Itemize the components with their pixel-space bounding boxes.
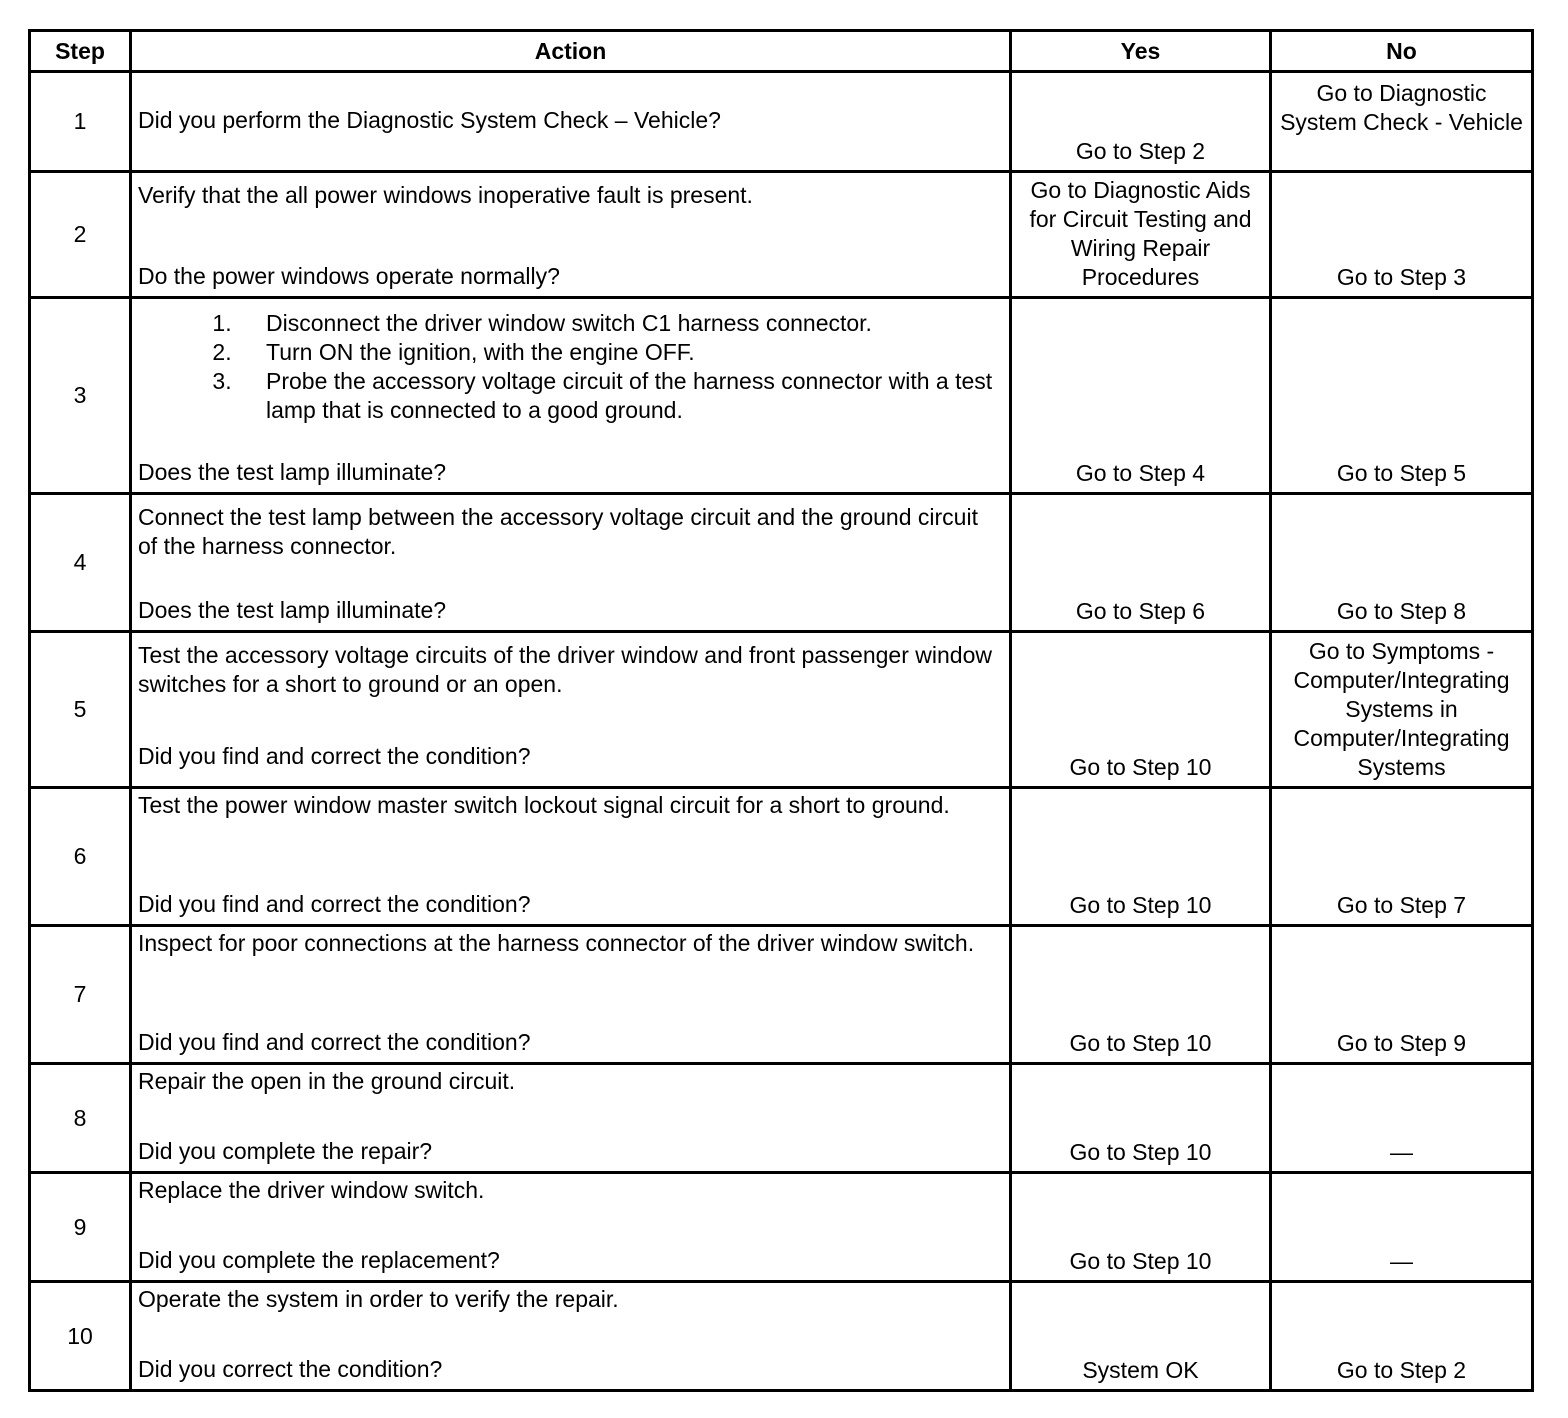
action-question: Did you correct the condition? — [138, 1356, 443, 1382]
no-cell: — — [1271, 1173, 1533, 1282]
diagnostic-table-container — [28, 29, 1534, 1392]
no-cell: Go to Step 8 — [1271, 494, 1533, 632]
step-number: 7 — [30, 926, 131, 1064]
yes-cell: Go to Step 10 — [1011, 926, 1271, 1064]
no-cell: Go to Step 9 — [1271, 926, 1533, 1064]
action-cell — [131, 1064, 1011, 1173]
yes-cell: Go to Step 10 — [1011, 1173, 1271, 1282]
diagnostic-table — [28, 29, 1534, 1392]
action-text: Test the power window master switch lockout signal circuit for a short to ground. — [138, 792, 950, 818]
table-row — [30, 172, 1533, 298]
action-text: Test the accessory voltage circuits of the driver window and front passenger window switches for a short to ground or an open. — [138, 642, 992, 697]
table-row — [30, 926, 1533, 1064]
yes-cell: Go to Diagnostic Aids for Circuit Testing and Wiring Repair Procedures — [1011, 172, 1271, 298]
header-step: Step — [30, 31, 131, 72]
step-number: 10 — [30, 1282, 131, 1391]
action-cell — [131, 632, 1011, 788]
table-row — [30, 1064, 1533, 1173]
header-action: Action — [131, 31, 1011, 72]
step-number: 4 — [30, 494, 131, 632]
no-cell: — — [1271, 1064, 1533, 1173]
action-text: Verify that the all power windows inoperative fault is present. — [138, 182, 753, 208]
action-text: Operate the system in order to verify the repair. — [138, 1286, 619, 1312]
action-cell — [131, 1282, 1011, 1391]
no-cell: Go to Step 3 — [1271, 172, 1533, 298]
list-item: 3. Probe the accessory voltage circuit of the harness connector with a test lamp that is connected to a good ground. — [238, 367, 1003, 425]
action-question: Does the test lamp illuminate? — [138, 597, 447, 623]
step-number: 6 — [30, 788, 131, 926]
step-number: 1 — [30, 72, 131, 172]
procedure-list — [138, 309, 1003, 425]
action-question: Does the test lamp illuminate? — [138, 459, 447, 485]
yes-cell: Go to Step 6 — [1011, 494, 1271, 632]
action-question: Did you find and correct the condition? — [138, 743, 531, 769]
no-cell: Go to Step 7 — [1271, 788, 1533, 926]
action-cell — [131, 298, 1011, 494]
action-cell — [131, 1173, 1011, 1282]
action-question: Did you find and correct the condition? — [138, 1029, 531, 1055]
action-cell — [131, 72, 1011, 172]
no-cell: Go to Step 2 — [1271, 1282, 1533, 1391]
table-row — [30, 72, 1533, 172]
action-question: Did you complete the replacement? — [138, 1247, 500, 1273]
action-question: Do the power windows operate normally? — [138, 263, 560, 289]
no-cell: Go to Diagnostic System Check - Vehicle — [1271, 72, 1533, 172]
list-item: 1. Disconnect the driver window switch C1 harness connector. — [238, 309, 1003, 338]
action-text: Inspect for poor connections at the harness connector of the driver window switch. — [138, 930, 975, 956]
table-row — [30, 632, 1533, 788]
no-cell: Go to Symptoms - Computer/Integrating Systems in Computer/Integrating Systems — [1271, 632, 1533, 788]
yes-cell: System OK — [1011, 1282, 1271, 1391]
action-text: Replace the driver window switch. — [138, 1177, 485, 1203]
table-row — [30, 298, 1533, 494]
list-item: 2. Turn ON the ignition, with the engine OFF. — [238, 338, 1003, 367]
table-row — [30, 494, 1533, 632]
action-question: Did you complete the repair? — [138, 1138, 433, 1164]
action-cell — [131, 926, 1011, 1064]
action-text: Repair the open in the ground circuit. — [138, 1068, 516, 1094]
action-cell — [131, 788, 1011, 926]
header-row — [30, 31, 1533, 72]
header-yes: Yes — [1011, 31, 1271, 72]
table-row — [30, 1173, 1533, 1282]
action-question: Did you perform the Diagnostic System Check – Vehicle? — [138, 107, 721, 133]
action-cell — [131, 494, 1011, 632]
action-question: Did you find and correct the condition? — [138, 891, 531, 917]
step-number: 3 — [30, 298, 131, 494]
header-no: No — [1271, 31, 1533, 72]
step-number: 5 — [30, 632, 131, 788]
yes-cell: Go to Step 10 — [1011, 632, 1271, 788]
yes-cell: Go to Step 4 — [1011, 298, 1271, 494]
table-row — [30, 788, 1533, 926]
table-row — [30, 1282, 1533, 1391]
action-cell — [131, 172, 1011, 298]
yes-cell: Go to Step 2 — [1011, 72, 1271, 172]
yes-cell: Go to Step 10 — [1011, 788, 1271, 926]
step-number: 8 — [30, 1064, 131, 1173]
yes-cell: Go to Step 10 — [1011, 1064, 1271, 1173]
step-number: 9 — [30, 1173, 131, 1282]
no-cell: Go to Step 5 — [1271, 298, 1533, 494]
step-number: 2 — [30, 172, 131, 298]
action-text: Connect the test lamp between the accessory voltage circuit and the ground circuit of the harness connector. — [138, 504, 978, 559]
